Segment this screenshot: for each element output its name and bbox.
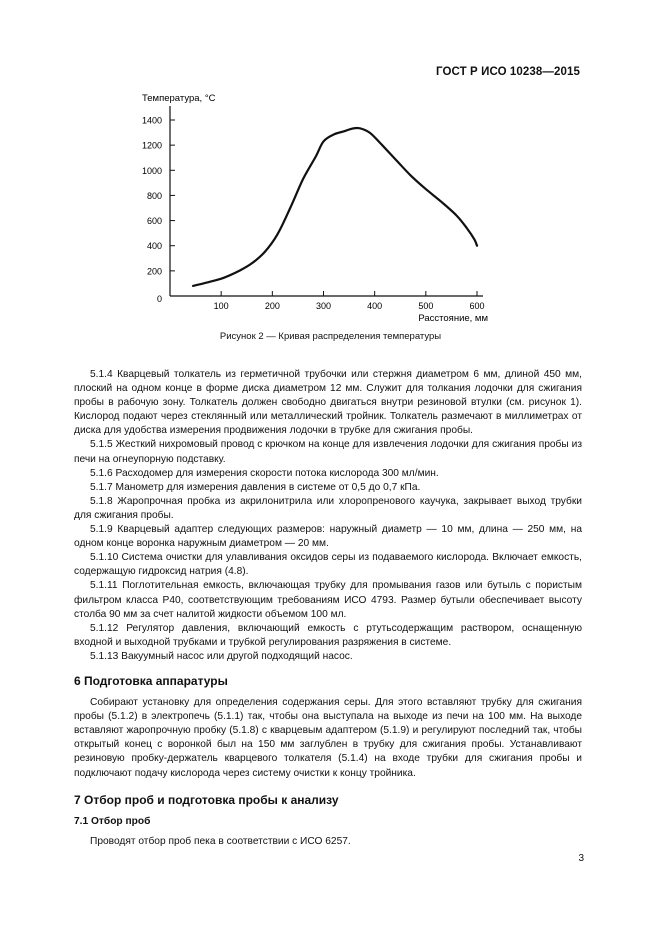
section-7-title: 7 Отбор проб и подготовка пробы к анализу — [74, 792, 339, 807]
clause-paragraph: 5.1.8 Жаропрочная пробка из акрилонитрила или хлоропренового каучука, закрывает выход трубки для сжигания пробы. — [74, 495, 582, 521]
clause-paragraph: 5.1.11 Поглотительная емкость, включающая трубку для промывания газов или бутыль с пористым фильтром класса P40, соответствующим требованиям ИСО 4793. Размер бутыли обеспечивает высоту столба 90 мм за счет налитой жидкости объемом 100 мл. — [74, 580, 582, 620]
section-6-text: Собирают установку для определения содержания серы. Для этого вставляют трубку для сжигания пробы (5.1.2) в электропечь (5.1.1) так, чтобы она выступала на выходе из печи на 100 мм. На выходе вставляют жаропрочную пробку (5.1.8) с кварцевым адаптером (5.1.9) и регулируют последний так, чтобы открытый конец с воронкой был на 150 мм заглублен в трубку для сжигания пробы. Устанавливают резиновую пробку-держатель кварцевого толкателя (5.1.4) на входе трубки для сжигания пробы и подключают подачу кислорода через систему очистки к концу тройника. — [74, 697, 582, 779]
y-axis-title: Температура, °С — [142, 93, 216, 104]
x-tick-label: 100 — [213, 301, 229, 311]
y-tick-label: 800 — [146, 190, 162, 201]
x-axis-title: Расстояние, мм — [418, 313, 488, 324]
origin-label: 0 — [156, 294, 162, 304]
section-6-title: 6 Подготовка аппаратуры — [74, 673, 228, 688]
subsection-7-1-text: Проводят отбор проб пека в соответствии с ИСО 6257. — [90, 835, 351, 847]
x-tick-label: 400 — [367, 301, 383, 311]
y-tick-label: 600 — [146, 216, 162, 227]
clause-paragraph: 5.1.7 Манометр для измерения давления в системе от 0,5 до 0,7 кПа. — [90, 481, 421, 493]
clause-paragraph: 5.1.6 Расходомер для измерения скорости потока кислорода 300 мл/мин. — [90, 467, 439, 479]
document-header: ГОСТ Р ИСО 10238—2015 — [435, 66, 580, 78]
y-tick-label: 1400 — [141, 115, 162, 126]
x-tick-label: 500 — [418, 301, 434, 311]
x-tick-label: 200 — [264, 301, 280, 311]
x-tick-label: 300 — [315, 301, 332, 311]
y-tick-label: 200 — [146, 266, 162, 277]
temperature-curve — [193, 128, 477, 286]
clause-paragraph: 5.1.10 Система очистки для улавливания оксидов серы из подаваемого кислорода. Включает емкость, содержащую гидроксид натрия (4.8). — [74, 552, 582, 578]
clause-paragraph: 5.1.12 Регулятор давления, включающий емкость с ртутьсодержащим раствором, оснащенную входной и выходной трубками и трубкой регулирования разряжения в системе. — [74, 622, 582, 648]
page-number: 3 — [578, 853, 584, 864]
figure-caption: Рисунок 2 — Кривая распределения температуры — [219, 331, 442, 342]
temperature-chart — [0, 0, 661, 340]
subsection-7-1-title: 7.1 Отбор проб — [74, 815, 151, 827]
clause-paragraph: 5.1.13 Вакуумный насос или другой подходящий насос. — [90, 650, 353, 662]
clause-paragraph: 5.1.9 Кварцевый адаптер следующих размеров: наружный диаметр — 10 мм, длина — 250 мм, на одном конце воронка наружным диаметром — 20 мм. — [74, 524, 582, 550]
y-tick-label: 400 — [146, 241, 162, 252]
clause-paragraph: 5.1.4 Кварцевый толкатель из герметичной трубочки или стержня диаметром 6 мм, длиной 450 мм, плоский на одном конце в форме диска диаметром 12 мм. Служит для толкания лодочки для сжигания пробы в рабочую зону. Толкатель должен свободно двигаться внутри резиновой втулки (см. рисунок 1). Кислород подают через стеклянный или металлический тройник. Толкатель размечают в миллиметрах от диска для удобства измерения продвижения лодочки в трубке для сжигания пробы. — [74, 369, 582, 437]
body-text — [74, 368, 582, 849]
y-tick-label: 1200 — [141, 140, 162, 151]
y-tick-label: 1000 — [141, 165, 162, 176]
x-tick-label: 600 — [469, 301, 485, 311]
clause-paragraph: 5.1.5 Жесткий нихромовый провод с крючком на конце для извлечения лодочки для сжигания пробы из печи на огнеупорную подставку. — [74, 439, 582, 465]
clause-5-1-list — [74, 368, 582, 664]
